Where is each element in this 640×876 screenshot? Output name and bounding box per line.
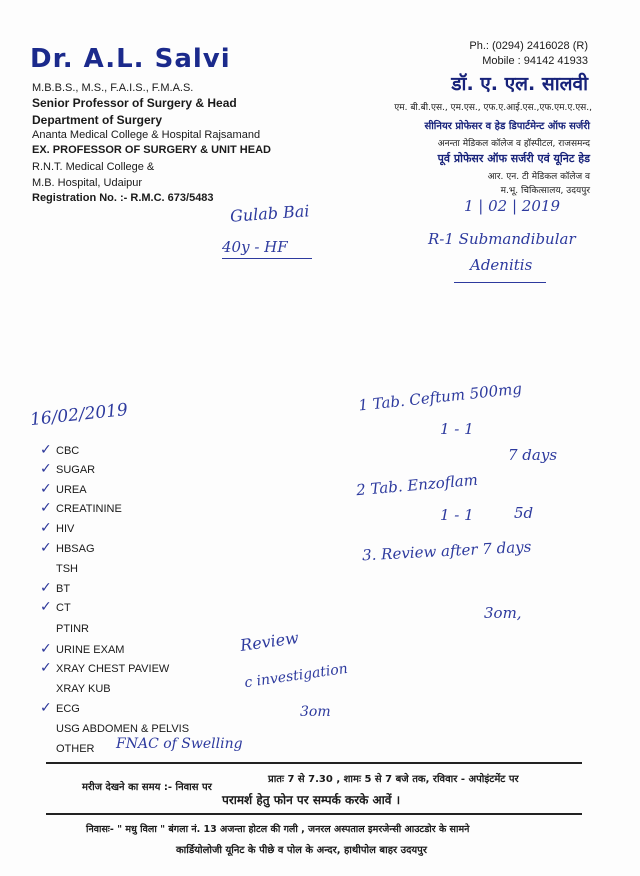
test-item-usg-abdomen-pelvis: USG ABDOMEN & PELVIS — [56, 723, 190, 735]
mbh-hindi: म.भू. चिकित्सालय, उदयपुर — [500, 186, 590, 196]
checkmark-icon: ✓ — [40, 599, 52, 615]
ex-title: EX. PROFESSOR OF SURGERY & UNIT HEAD — [32, 144, 271, 156]
checkmark-icon: ✓ — [40, 481, 52, 497]
review-note: Review — [238, 627, 300, 656]
doctor-name: Dr. A.L. Salvi — [30, 44, 231, 74]
diagnosis-line1: R-1 Submandibular — [428, 230, 576, 248]
footer-divider-bottom — [46, 813, 582, 815]
test-item-ecg: ECG — [56, 703, 80, 715]
address-line1: निवासः- " मधु विला " बंगला नं. 13 अजन्ता होटल की गली , जनरल अस्पताल इमरजेन्सी आउटडोर के सामने — [86, 824, 470, 835]
age-underline — [222, 258, 312, 259]
phone-number: Ph.: (0294) 2416028 (R) — [469, 40, 588, 52]
timing-details: प्रातः 7 से 7.30 , शामः 5 से 7 बजे तक, रविवार - अपोइंटमेंट पर — [268, 774, 519, 785]
title-department: Department of Surgery — [32, 113, 163, 127]
title-hindi: सीनियर प्रोफेसर व हेड डिपार्टमेन्ट ऑफ सर्जरी — [424, 121, 590, 132]
test-item-ptinr: PTINR — [56, 623, 89, 635]
test-item-urea: UREA — [56, 484, 87, 496]
test-item-xray-chest-paview: XRAY CHEST PAVIEW — [56, 663, 170, 675]
handwritten-date: 1 | 02 | 2019 — [464, 197, 560, 215]
rx-1-days: 7 days — [508, 446, 558, 464]
test-item-tsh: TSH — [56, 563, 78, 575]
investigation-date: 16/02/2019 — [29, 399, 129, 431]
diagnosis-underline — [454, 282, 546, 283]
review-investigation-note: c investigation — [243, 660, 349, 692]
test-item-creatinine: CREATININE — [56, 503, 122, 515]
rx-2-dose: 1 - 1 — [440, 506, 474, 524]
checkmark-icon: ✓ — [40, 500, 52, 516]
degrees: M.B.B.S., M.S., F.A.I.S., F.M.A.S. — [32, 82, 194, 94]
signature-review: 3om — [300, 704, 331, 720]
checkmark-icon: ✓ — [40, 641, 52, 657]
checkmark-icon: ✓ — [40, 660, 52, 676]
test-item-hbsag: HBSAG — [56, 543, 95, 555]
checkmark-icon: ✓ — [40, 580, 52, 596]
test-item-bt: BT — [56, 583, 71, 595]
test-item-sugar: SUGAR — [56, 464, 96, 476]
test-item-xray-kub: XRAY KUB — [56, 683, 111, 695]
test-item-hiv: HIV — [56, 523, 75, 535]
test-item-urine-exam: URINE EXAM — [56, 644, 125, 656]
checkmark-icon: ✓ — [40, 700, 52, 716]
rx-2-days: 5d — [514, 504, 534, 522]
other-test-note: FNAC of Swelling — [116, 736, 243, 752]
mobile-number: Mobile : 94142 41933 — [482, 55, 588, 67]
consult-advice: परामर्श हेतु फोन पर सम्पर्क करके आवें । — [222, 793, 401, 807]
checkmark-icon: ✓ — [40, 520, 52, 536]
rx-3: 3. Review after 7 days — [361, 537, 532, 565]
doctor-name-hindi: डॉ. ए. एल. सालवी — [451, 73, 588, 95]
college-name: Ananta Medical College & Hospital Rajsamand — [32, 129, 261, 141]
rx-1: 1 Tab. Ceftum 500mg — [357, 379, 523, 415]
ex-title-hindi: पूर्व प्रोफेसर ऑफ सर्जरी एवं यूनिट हेड — [437, 152, 590, 165]
patient-age: 40y - HF — [222, 238, 288, 256]
rnt-hindi: आर. एन. टी मेडिकल कॉलेज व — [487, 172, 590, 182]
rx-1-dose: 1 - 1 — [440, 420, 474, 438]
checkmark-icon: ✓ — [40, 442, 52, 458]
test-item-ct: CT — [56, 602, 71, 614]
mb-hospital: M.B. Hospital, Udaipur — [32, 177, 143, 189]
patient-name: Gulab Bai — [229, 201, 311, 226]
footer-divider-top — [46, 762, 582, 764]
diagnosis-line2: Adenitis — [470, 256, 533, 274]
test-item-cbc: CBC — [56, 445, 80, 457]
signature-rx: 3om, — [484, 604, 522, 622]
rnt-college: R.N.T. Medical College & — [32, 161, 155, 173]
title-senior-professor: Senior Professor of Surgery & Head — [32, 96, 237, 110]
college-hindi: अनन्ता मेडिकल कॉलेज व हॉस्पीटल, राजसमन्द — [437, 139, 590, 149]
registration-number: Registration No. :- R.M.C. 673/5483 — [32, 192, 214, 204]
test-item-other: OTHER — [56, 743, 95, 755]
checkmark-icon: ✓ — [40, 461, 52, 477]
checkmark-icon: ✓ — [40, 540, 52, 556]
rx-2: 2 Tab. Enzoflam — [355, 470, 479, 500]
degrees-hindi: एम. बी.बी.एस., एम.एस., एफ.ए.आई.एस.,एफ.एम.ए.एस., — [394, 103, 592, 113]
timing-label: मरीज देखने का समय :- निवास पर — [82, 782, 212, 793]
address-line2: कार्डियोलोजी यूनिट के पीछे व पोल के अन्दर, हाथीपोल बाहर उदयपुर — [176, 845, 427, 856]
